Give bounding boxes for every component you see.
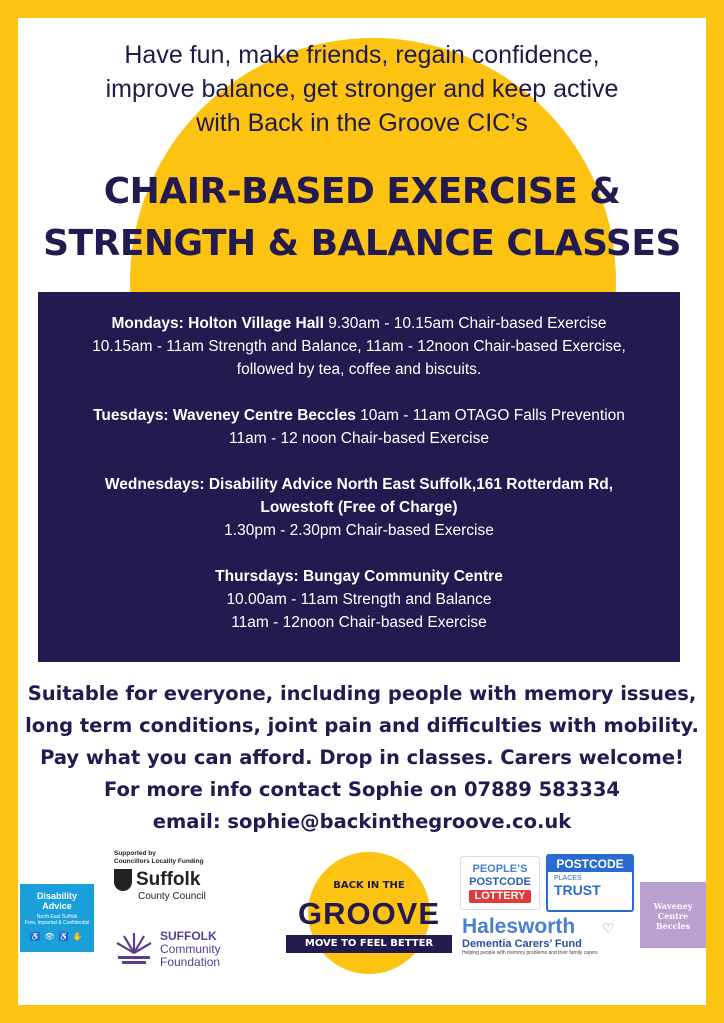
ppl-b: POSTCODE <box>469 876 531 888</box>
da-sub1: North East Suffolk <box>36 914 78 920</box>
wednesday-heading1: Wednesdays: Disability Advice North East Suffolk,161 Rotterdam Rd, <box>104 476 614 493</box>
thursday-line1: 10.00am - 11am Strength and Balance <box>226 591 492 608</box>
wcb-c: Beccles <box>655 921 691 931</box>
scc-supported: Supported by <box>114 850 156 857</box>
accessibility-icons: ♿ 👁 ♿ ✋ <box>30 932 84 941</box>
suffolk-community-foundation-logo <box>108 916 254 982</box>
intro-line: Have fun, make friends, regain confidence, <box>124 41 600 69</box>
intro-line: improve balance, get stronger and keep active <box>105 75 619 103</box>
monday-line2: 10.15am - 11am Strength and Balance, 11am - 12noon Chair-based Exercise, <box>92 338 626 355</box>
intro-text <box>18 38 706 140</box>
info-line: long term conditions, joint pain and difficulties with mobility. <box>25 714 699 737</box>
schedule-box <box>38 292 680 662</box>
thursday-line2: 11am - 12noon Chair-based Exercise <box>231 614 487 631</box>
tuesday-heading: Tuesdays: Waveney Centre Beccles <box>93 407 356 424</box>
scc-name: Suffolk <box>136 869 201 890</box>
ppl-c: LOTTERY <box>469 890 531 903</box>
tuesday-line1: 10am - 11am OTAGO Falls Prevention <box>355 407 625 424</box>
scc-sub: County Council <box>138 891 206 902</box>
title-line: CHAIR-BASED EXERCISE & <box>103 171 621 212</box>
scf-sub1: Community <box>160 941 221 956</box>
hdcf-a: Halesworth <box>462 915 576 938</box>
suffolk-county-council-logo <box>114 850 244 912</box>
schedule-wednesday <box>38 473 680 542</box>
pcpt-a: POSTCODE <box>548 856 632 872</box>
waveney-centre-beccles-logo <box>640 882 706 948</box>
scf-name: SUFFOLK <box>160 928 217 943</box>
scf-sub2: Foundation <box>160 954 221 969</box>
monday-line3: followed by tea, coffee and biscuits. <box>236 361 482 378</box>
info-text <box>18 678 706 838</box>
schedule-thursday <box>38 565 680 634</box>
crest-icon <box>114 869 132 891</box>
info-line: Suitable for everyone, including people with memory issues, <box>27 682 697 705</box>
schedule-monday <box>38 312 680 381</box>
thursday-heading: Thursdays: Bungay Community Centre <box>215 568 503 585</box>
monday-heading: Mondays: Holton Village Hall <box>111 315 324 332</box>
da-sub2: Free, Impartial & Confidential <box>24 920 90 926</box>
tuesday-line2: 11am - 12 noon Chair-based Exercise <box>229 430 489 447</box>
scc-funding: Councillors Locality Funding <box>114 858 204 865</box>
contact-email: email: sophie@backinthegroove.co.uk <box>152 810 572 833</box>
peoples-postcode-lottery-logo <box>460 856 540 910</box>
ppl-a: PEOPLE’S <box>472 863 528 875</box>
heart-icon: ♡ <box>602 920 615 936</box>
wcb-b: Centre <box>657 911 689 921</box>
monday-line1: 9.30am - 10.15am Chair-based Exercise <box>323 315 607 332</box>
page-title <box>18 166 706 270</box>
title-line: STRENGTH & BALANCE CLASSES <box>43 223 681 264</box>
back-in-the-groove-logo <box>284 852 454 976</box>
groove-top-text: BACK IN THE <box>333 880 405 891</box>
schedule-tuesday <box>38 404 680 450</box>
intro-line: with Back in the Groove CIC’s <box>196 109 528 137</box>
groove-main-text: GROOVE <box>297 896 441 931</box>
wednesday-line1: 1.30pm - 2.30pm Chair-based Exercise <box>224 522 494 539</box>
pcpt-c: TRUST <box>554 882 601 898</box>
info-line: Pay what you can afford. Drop in classes. Carers welcome! <box>40 746 684 769</box>
halesworth-dementia-carers-fund-logo <box>462 916 638 976</box>
wcb-a: Waveney <box>653 901 693 911</box>
postcode-places-trust-logo <box>546 854 634 912</box>
pcpt-b: PLACES <box>554 875 582 882</box>
wednesday-heading2: Lowestoft (Free of Charge) <box>260 499 458 516</box>
hdcf-b: Dementia Carers’ Fund <box>462 938 582 950</box>
sunrise-icon <box>114 929 154 969</box>
disability-advice-logo <box>20 884 94 952</box>
da-name2: Advice <box>42 901 72 911</box>
da-name1: Disability <box>36 891 77 901</box>
groove-tagline: MOVE TO FEEL BETTER <box>286 935 452 953</box>
contact-phone: For more info contact Sophie on 07889 583334 <box>104 778 620 801</box>
hdcf-c: Helping people with memory problems and their family carers <box>462 950 598 956</box>
